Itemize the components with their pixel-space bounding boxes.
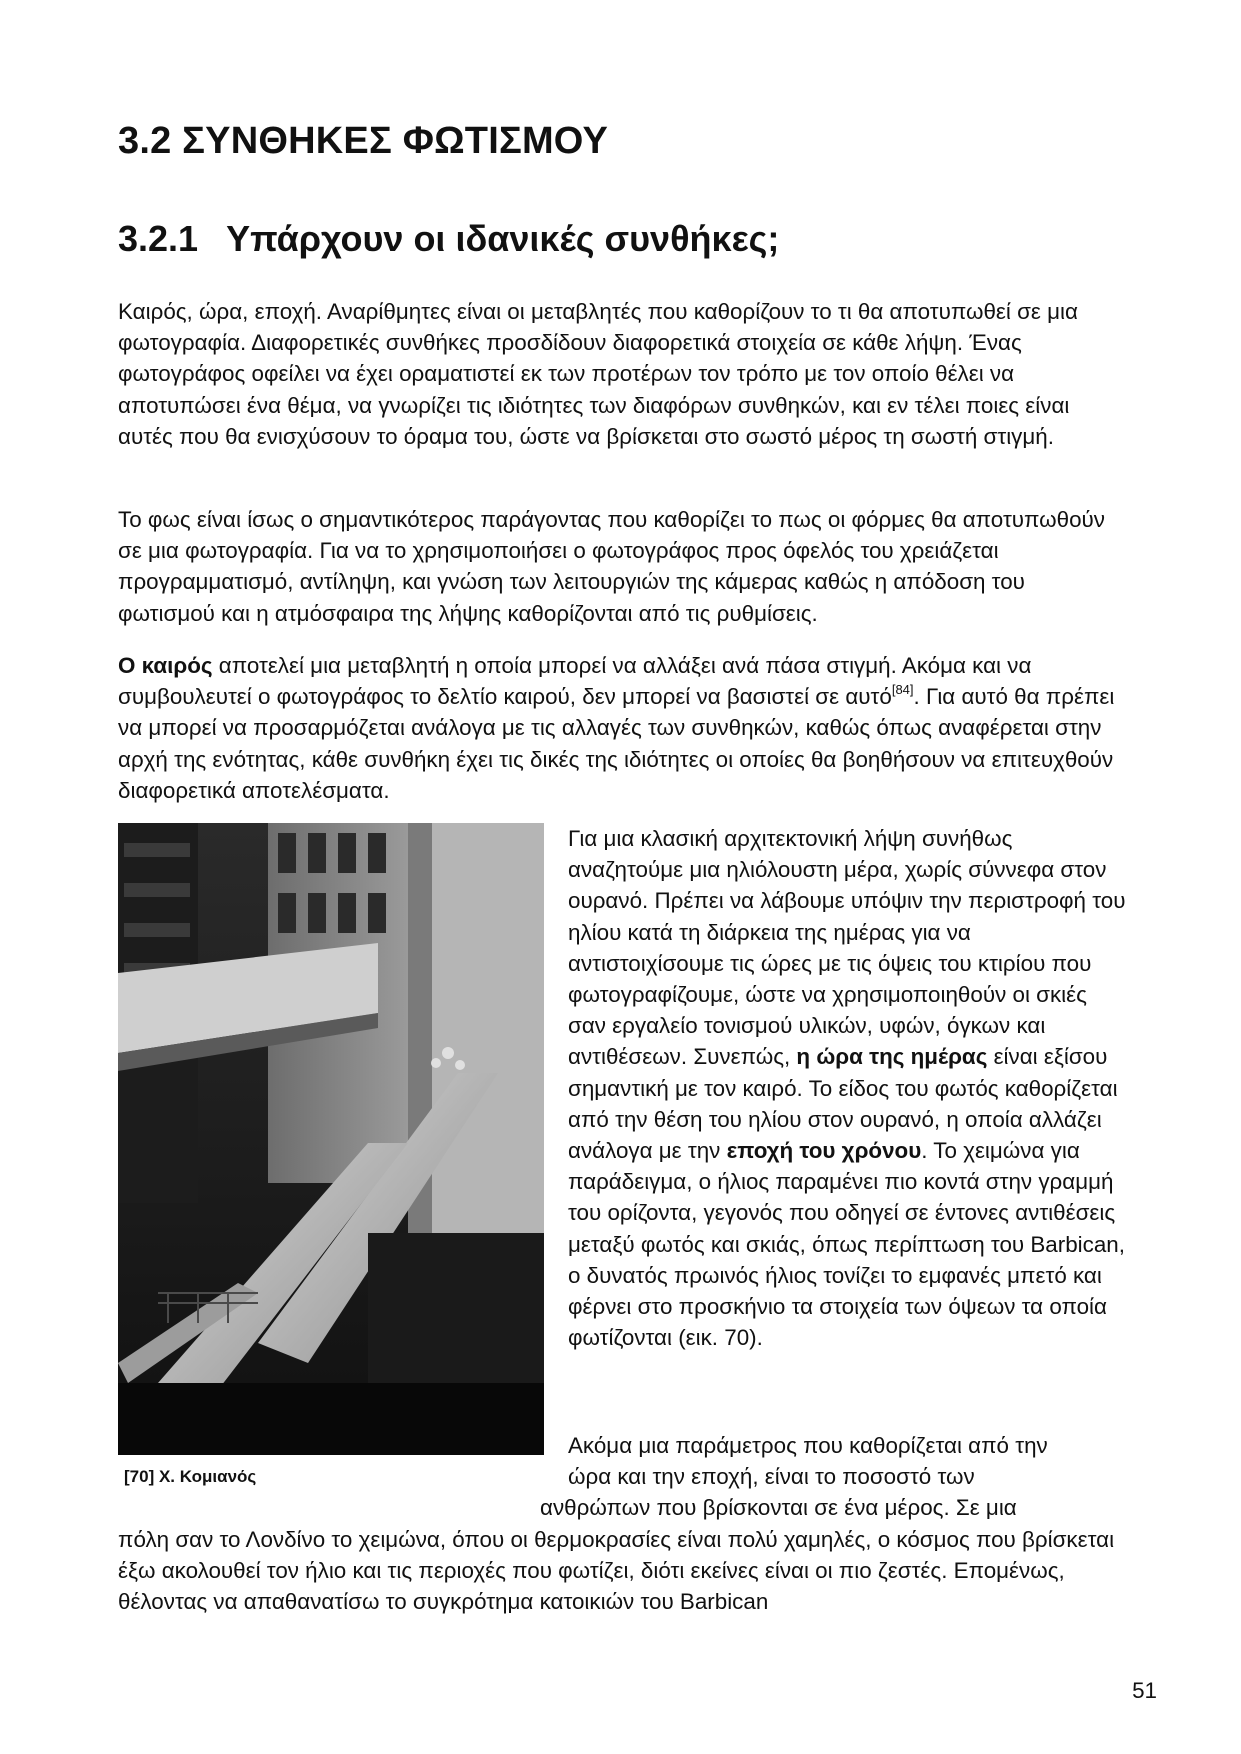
people-line-3: ανθρώπων που βρίσκονται σε ένα μέρος. Σε μια	[540, 1495, 1017, 1520]
section-heading: 3.2 ΣΥΝΘΗΚΕΣ ΦΩΤΙΣΜΟΥ	[118, 120, 609, 162]
subsection-title: Υπάρχουν οι ιδανικές συνθήκες;	[226, 218, 780, 259]
subsection-number: 3.2.1	[118, 218, 199, 259]
paragraph-weather	[118, 650, 1128, 806]
time-text-1: Για μια κλασική αρχιτεκτονική λήψη συνήθως αναζητούμε μια ηλιόλουστη μέρα, χωρίς σύννεφα στον ουρανό. Πρέπει να λάβουμε υπόψιν την περιστροφή του ηλίου κατά τη διάρκεια της ημέρας για να αντιστοιχίσουμε τις ώρες με τις όψεις του κτιρίου που φωτογραφίζουμε, ώστε να χρησιμοποιηθούν οι σκιές σαν εργαλείο τονισμού υλικών, υφών, όγκων και αντιθέσεων. Συνεπώς,	[568, 826, 1126, 1070]
barbican-photo	[118, 823, 544, 1455]
page-number: 51	[1132, 1678, 1157, 1703]
weather-text-2: . Για αυτό θα πρέπει να μπορεί να προσαρμόζεται ανάλογα με τις αλλαγές των συνθηκών, καθώς όπως αναφέρεται στην αρχή της ενότητας, κάθε συνθήκη έχει τις δικές της ιδιότητες οι οποίες θα βοηθήσουν να επιτευχθούν διαφορετικά αποτελέσματα.	[118, 684, 1115, 803]
figure-caption: [70] Χ. Κομιανός	[124, 1467, 257, 1486]
paragraph-intro: Καιρός, ώρα, εποχή. Αναρίθμητες είναι οι μεταβλητές που καθορίζουν το τι θα αποτυπωθεί σε μια φωτογραφία. Διαφορετικές συνθήκες προσδίδουν διαφορετικά στοιχεία σε κάθε λήψη. Ένας φωτογράφος οφείλει να έχει οραματιστεί εκ των προτέρων τον τρόπο με τον οποίο θέλει να αποτυπώσει ένα θέμα, να γνωρίζει τις ιδιότητες των διαφόρων συνθηκών, και εν τέλει ποιες είναι αυτές που θα ενισχύσουν το όραμα του, ώστε να βρίσκεται στο σωστό μέρος τη σωστή στιγμή.	[118, 299, 1078, 449]
paragraph-light: Το φως είναι ίσως ο σημαντικότερος παράγοντας που καθορίζει το πως οι φόρμες θα αποτυπωθούν σε μια φωτογραφία. Για να το χρησιμοποιήσει ο φωτογράφος προς όφελός του χρειάζεται προγραμματισμό, αντίληψη, και γνώση των λειτουργιών της κάμερας καθώς η απόδοση του φωτισμού και η ατμόσφαιρα της λήψης καθορίζονται από τις ρυθμίσεις.	[118, 507, 1105, 626]
paragraph-people-continued: πόλη σαν το Λονδίνο το χειμώνα, όπου οι θερμοκρασίες είναι πολύ χαμηλές, ο κόσμος που βρίσκεται έξω ακολουθεί τον ήλιο και τις περιοχές που φωτίζει, διότι εκείνες είναι οι πιο ζεστές. Επομένως, θέλοντας να απαθανατίσω το συγκρότημα κατοικιών του Barbican	[118, 1527, 1115, 1615]
season-term: εποχή του χρόνου	[726, 1138, 922, 1164]
weather-text-1: αποτελεί μια μεταβλητή η οποία μπορεί να αλλάξει ανά πάσα στιγμή. Ακόμα και να συμβουλευτεί ο φωτογράφος το δελτίο καιρού, δεν μπορεί να βασιστεί σε αυτό	[118, 653, 1032, 710]
time-text-2: είναι εξίσου σημαντική με τον καιρό. Το είδος του φωτός καθορίζεται από την θέση του ηλίου στον ουρανό, η οποία αλλάζει ανάλογα με την	[568, 1044, 1118, 1164]
paragraph-time-of-day	[568, 823, 1128, 1353]
time-text-3: . Το χειμώνα για παράδειγμα, ο ήλιος παραμένει πιο κοντά στην γραμμή του ορίζοντα, γεγονός που οδηγεί σε έντονες αντιθέσεις μεταξύ φωτός και σκιάς, όπως περίπτωση του Barbican, ο δυνατός πρωινός ήλιος τονίζει το εμφανές μπετό και φέρνει στο προσκήνιο τα στοιχεία των όψεων τα οποία φωτίζονται (εικ. 70).	[568, 1138, 1125, 1351]
reference-84: [84]	[891, 681, 914, 697]
paragraph-people-right	[568, 1430, 1128, 1492]
time-of-day-term: η ώρα της ημέρας	[796, 1044, 988, 1070]
people-line-1: Ακόμα μια παράμετρος που καθορίζεται από την	[568, 1433, 1048, 1458]
subsection-heading	[118, 218, 779, 260]
people-line-2: ώρα και την εποχή, είναι το ποσοστό των	[568, 1464, 975, 1490]
weather-term: Ο καιρός	[118, 653, 213, 678]
barbican-photo-illustration	[118, 823, 544, 1455]
